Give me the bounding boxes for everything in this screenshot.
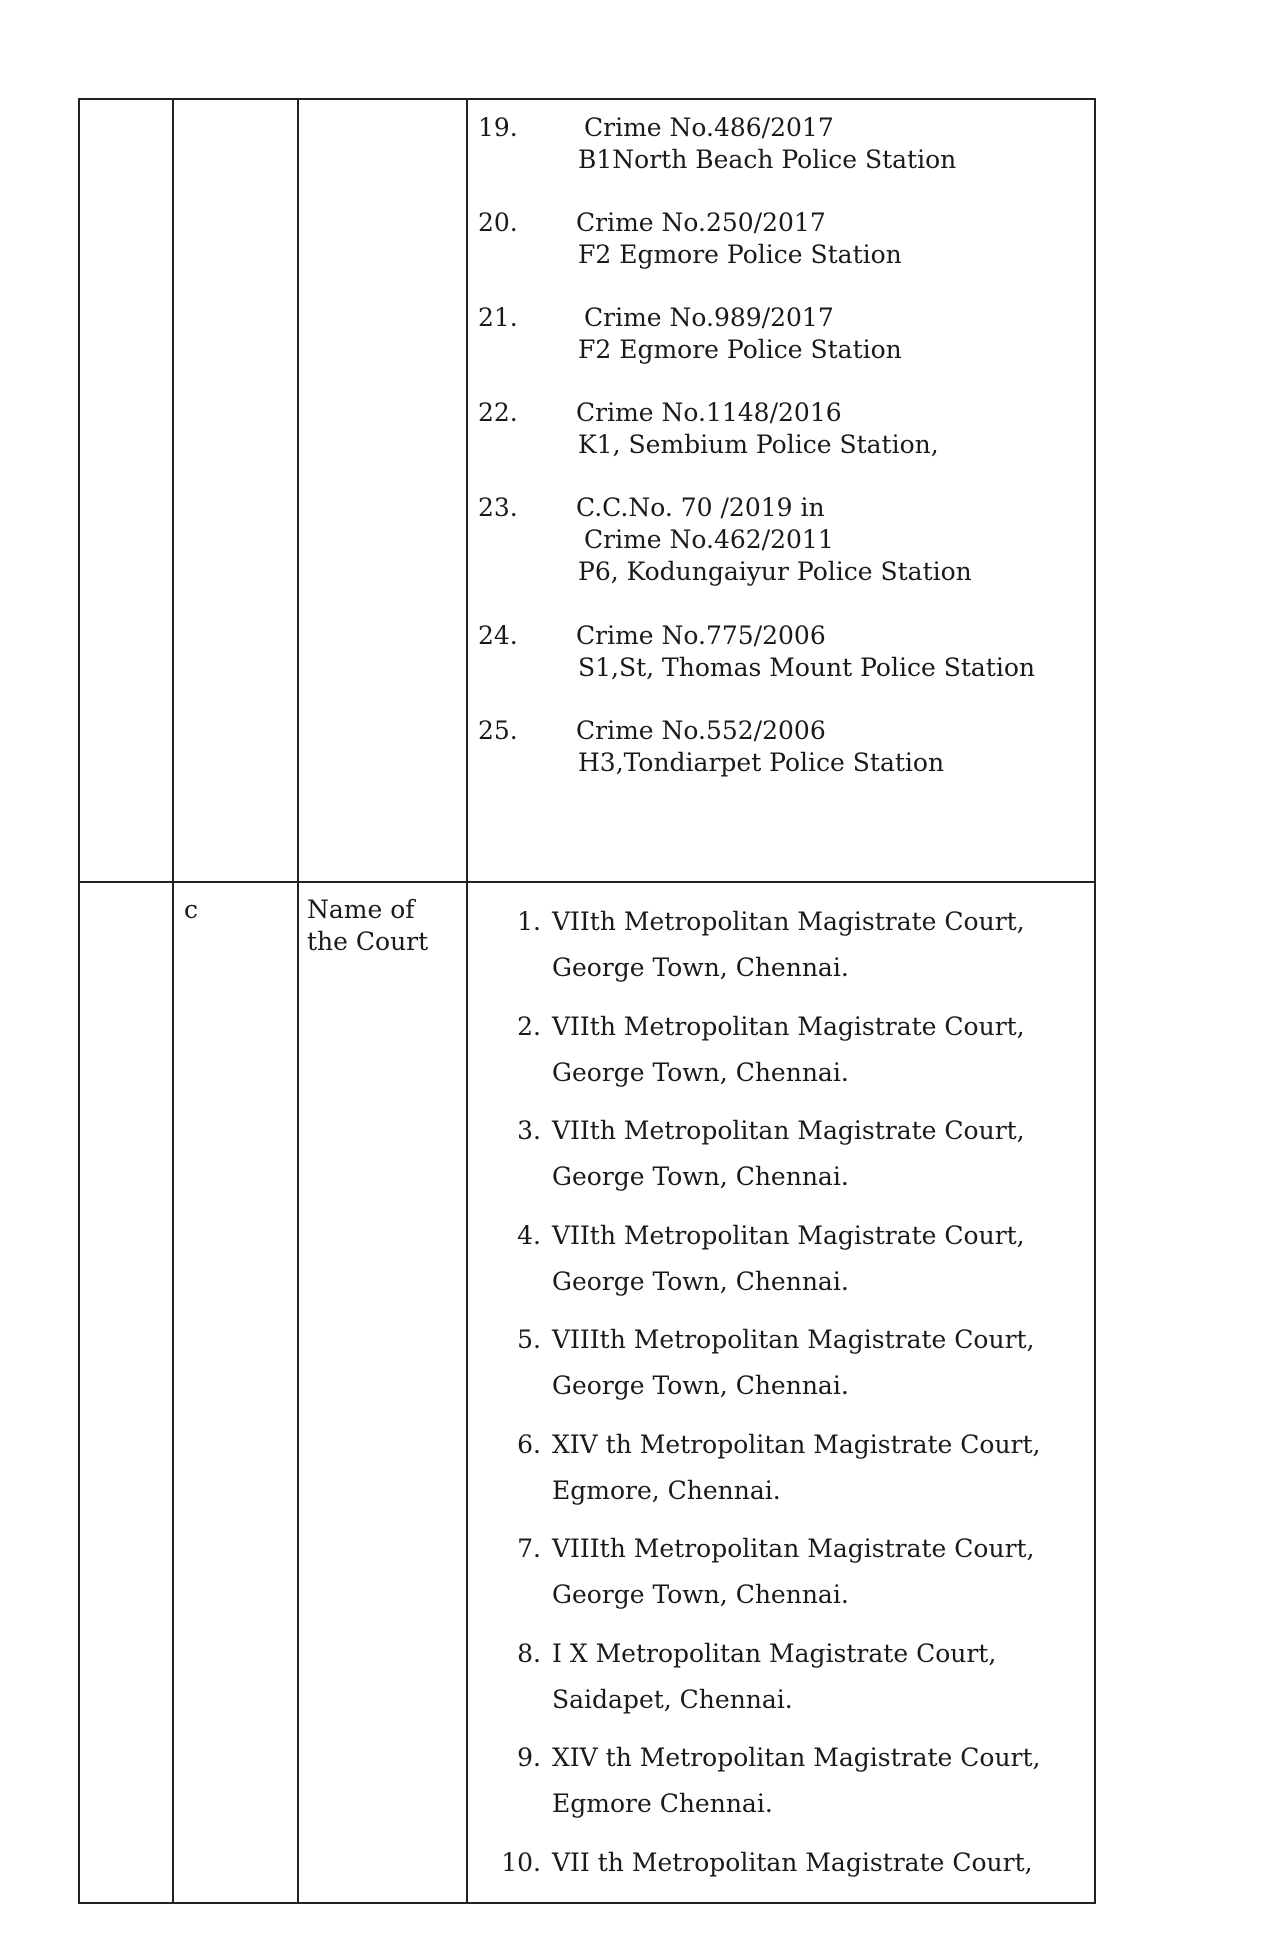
court-item-line: I X Metropolitan Magistrate Court, [552,1639,997,1668]
court-item-line: VII th Metropolitan Magistrate Court, [552,1848,1033,1877]
court-item-line: VIIIth Metropolitan Magistrate Court, [552,1534,1035,1563]
court-item-line: George Town, Chennai. [552,1580,849,1609]
crime-item-line: K1, Sembium Police Station, [578,430,939,459]
crime-item-line: F2 Egmore Police Station [578,335,902,364]
crime-item-line: Crime No.775/2006 [576,621,826,650]
court-item-number: 1. [517,907,541,936]
crime-item-number: 23. [478,493,518,522]
crime-item-line: Crime No.486/2017 [584,113,834,142]
crime-item-line: C.C.No. 70 /2019 in [576,493,825,522]
crime-item-line: H3,Tondiarpet Police Station [578,748,945,777]
crime-item-line: Crime No.1148/2016 [576,398,842,427]
court-item-number: 6. [517,1430,541,1459]
crime-item-number: 25. [478,716,518,745]
crime-item-number: 22. [478,398,518,427]
court-item-number: 4. [517,1221,541,1250]
crime-item-number: 20. [478,208,518,237]
crime-item-line: Crime No.989/2017 [584,303,834,332]
crime-item-number: 19. [478,113,518,142]
court-item-number: 7. [517,1534,541,1563]
table-border-left [78,98,80,1904]
court-item-line: George Town, Chennai. [552,1267,849,1296]
section-label: c [184,895,199,924]
court-item-line: VIIth Metropolitan Magistrate Court, [552,1116,1025,1145]
court-item-line: XIV th Metropolitan Magistrate Court, [552,1430,1041,1459]
table-border-bottom [78,1902,1096,1904]
court-item-line: Saidapet, Chennai. [552,1685,793,1714]
court-item-number: 10. [501,1848,541,1877]
crime-item-line: Crime No.552/2006 [576,716,826,745]
table-column-divider-1 [172,98,174,1904]
court-item-line: Egmore, Chennai. [552,1476,781,1505]
court-item-line: George Town, Chennai. [552,1058,849,1087]
court-item-number: 3. [517,1116,541,1145]
crime-item-line: Crime No.462/2011 [584,525,834,554]
crime-item-line: Crime No.250/2017 [576,208,826,237]
court-item-line: Egmore Chennai. [552,1789,773,1818]
field-label-line-1: Name of [307,895,415,924]
court-item-line: George Town, Chennai. [552,953,849,982]
court-item-number: 9. [517,1743,541,1772]
crime-item-line: S1,St, Thomas Mount Police Station [578,653,1035,682]
table-column-divider-2 [297,98,299,1904]
table-column-divider-3 [466,98,468,1904]
table-border-top [78,98,1096,100]
crime-item-line: B1North Beach Police Station [578,145,957,174]
crime-item-number: 21. [478,303,518,332]
court-item-line: VIIth Metropolitan Magistrate Court, [552,907,1025,936]
court-item-line: VIIth Metropolitan Magistrate Court, [552,1221,1025,1250]
court-item-line: VIIth Metropolitan Magistrate Court, [552,1012,1025,1041]
table-row-divider [78,881,1096,883]
court-item-number: 2. [517,1012,541,1041]
court-item-line: XIV th Metropolitan Magistrate Court, [552,1743,1041,1772]
table-border-right [1094,98,1096,1904]
field-label-line-2: the Court [307,927,429,956]
court-item-number: 8. [517,1639,541,1668]
crime-item-line: F2 Egmore Police Station [578,240,902,269]
crime-item-number: 24. [478,621,518,650]
court-item-number: 5. [517,1325,541,1354]
crime-item-line: P6, Kodungaiyur Police Station [578,557,972,586]
court-item-line: George Town, Chennai. [552,1162,849,1191]
court-item-line: VIIIth Metropolitan Magistrate Court, [552,1325,1035,1354]
court-item-line: George Town, Chennai. [552,1371,849,1400]
